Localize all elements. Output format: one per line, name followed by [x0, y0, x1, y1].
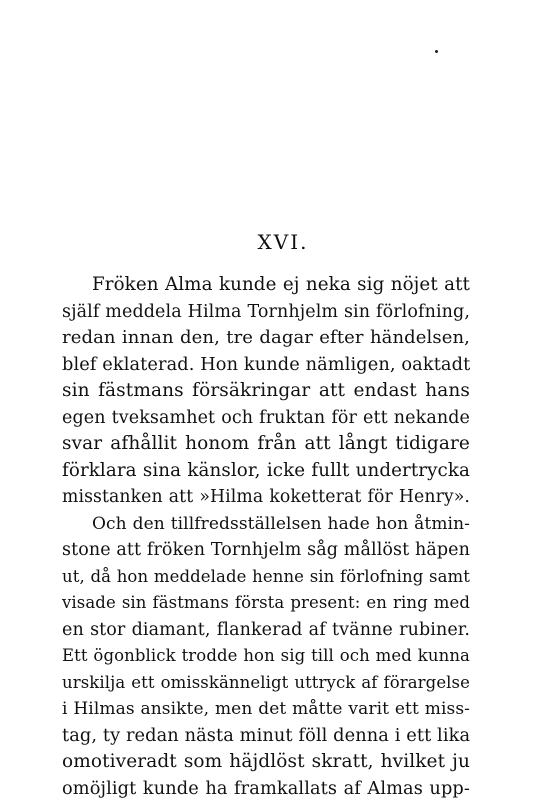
text-line: visade sin fästmans första present: en ring med	[62, 593, 470, 612]
chapter-heading: XVI.	[257, 230, 309, 254]
text-line: svar afhållit honom från att långt tidigare	[62, 433, 470, 454]
text-line: omöjligt kunde ha framkallats af Almas upp-	[62, 778, 470, 799]
text-line: ut, då hon meddelade henne sin förlofning samt	[62, 566, 470, 586]
text-line: Och den tillfredsställelsen hade hon åtmin-	[92, 513, 470, 534]
text-line: Ett ögonblick trodde hon sig till och med kunna	[62, 646, 470, 665]
text-line: redan innan den, tre dagar efter händelsen,	[62, 327, 470, 348]
text-line: blef eklaterad. Hon kunde nämligen, oaktadt	[62, 354, 471, 375]
text-line: sin fästmans försäkringar att endast hans	[62, 380, 470, 401]
text-line: urskilja ett omisskänneligt uttryck af förargelse	[62, 672, 470, 692]
text-line: stone att fröken Tornhjelm såg mållöst häpen	[62, 540, 470, 560]
text-line: misstanken att »Hilma koketterat för Henry».	[62, 487, 470, 507]
text-line: själf meddela Hilma Tornhjelm sin förlofning,	[62, 301, 470, 322]
text-line: en stor diamant, flankerad af tvänne rubiner.	[62, 619, 470, 640]
print-speck	[435, 50, 438, 53]
chapter-body	[62, 272, 470, 802]
text-line: omotiveradt som häjdlöst skratt, hvilket ju	[62, 751, 470, 772]
text-line: i Hilmas ansikte, men det måtte varit ett miss-	[62, 699, 470, 719]
text-line: tag, ty redan nästa minut föll denna i ett lika	[62, 725, 471, 746]
text-line: förklara sina känslor, icke fullt undertrycka	[62, 459, 470, 481]
text-line: egen tveksamhet och fruktan för ett nekande	[62, 407, 470, 428]
text-line: Fröken Alma kunde ej neka sig nöjet att	[92, 274, 470, 295]
